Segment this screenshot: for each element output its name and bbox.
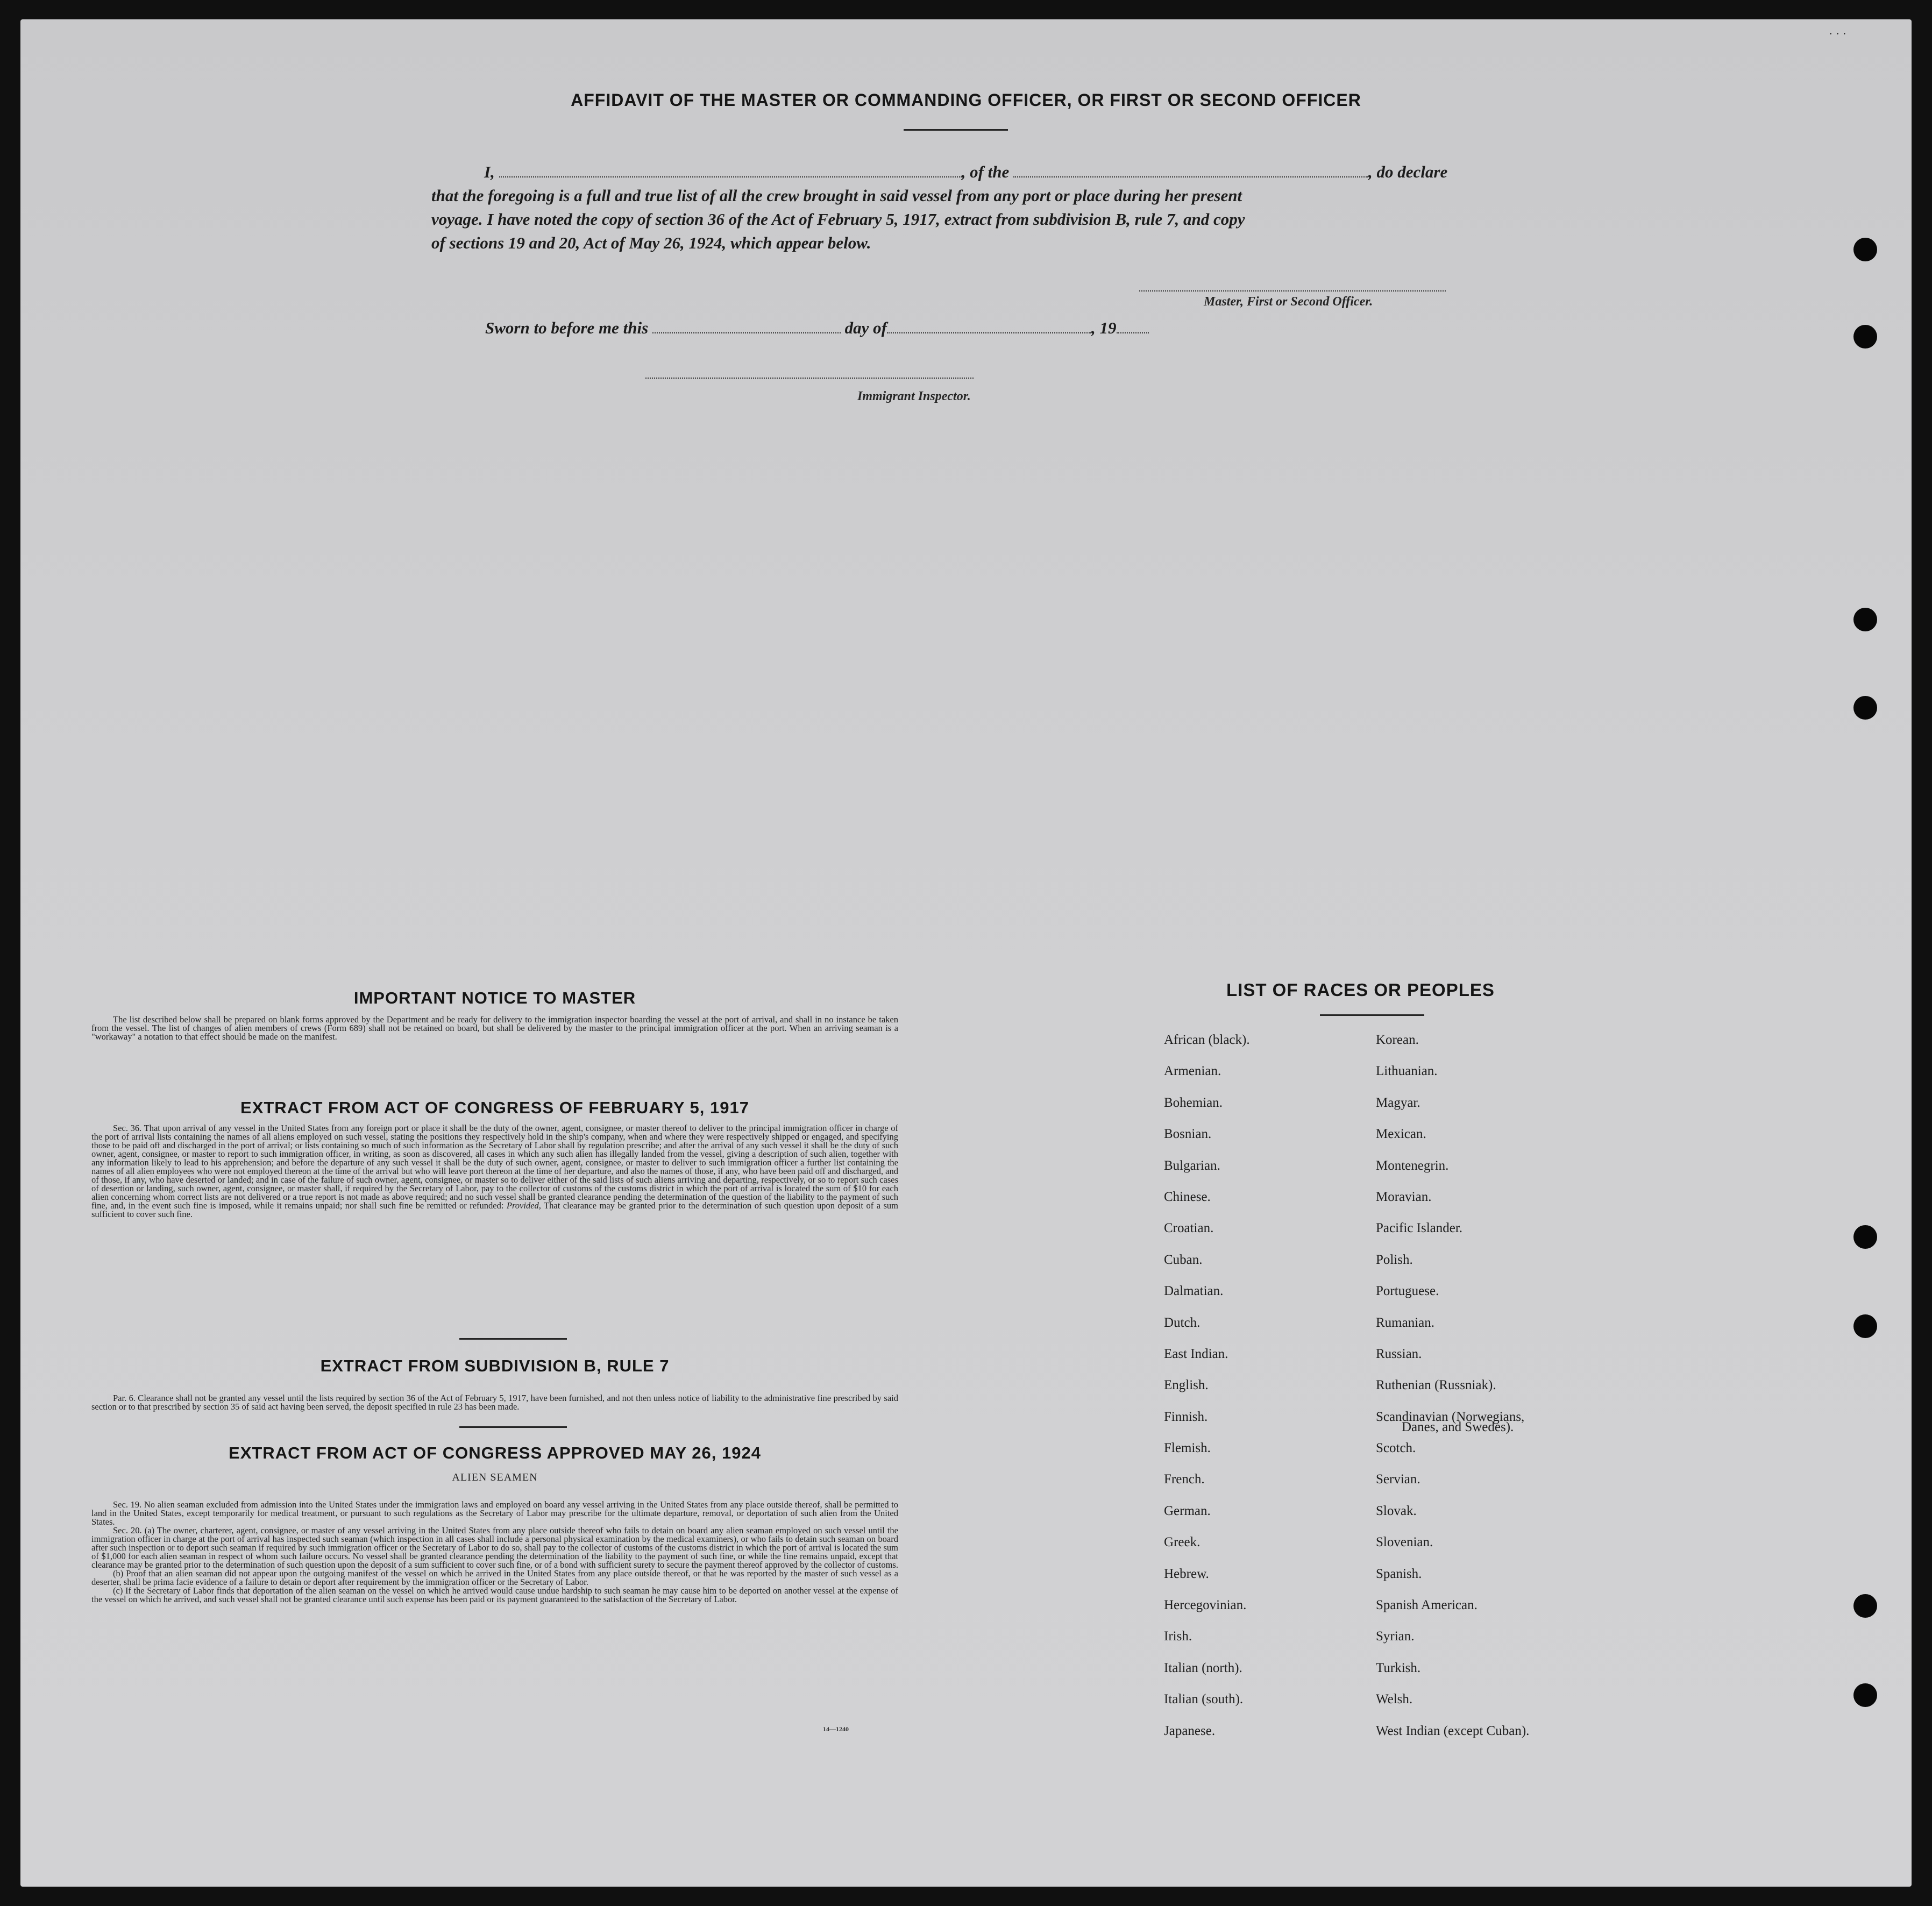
binder-hole <box>1853 608 1877 631</box>
race-item: Bohemian. <box>1164 1095 1223 1110</box>
binder-hole <box>1853 238 1877 261</box>
race-item: Scotch. <box>1376 1441 1416 1456</box>
race-item: Bosnian. <box>1164 1127 1212 1142</box>
race-item: Korean. <box>1376 1033 1419 1047</box>
sec-20a-text: (a) The owner, charterer, agent, consignee, or master of any vessel arriving in the United States from any place outside thereof who fails to detain on board any alien seaman employed on such vessel until the immigration officer in charge at the port of arrival has inspected such seaman (which inspection in all cases shall include a personal physical examination by the medical examiners), or who fails to detain such seaman on board after such inspection or to deport such seaman if required by such immigration officer or the Secretary of Labor to do so, shall pay to the collector of customs of the customs district in which the port of arrival is located the sum of $1,000 for each alien seaman in respect of whom such failure occurs. No vessel shall be granted clearance pending the determination of the liability to the payment of such fine, or while the fine remains unpaid, except that clearance may be granted prior to the determination of such question upon the deposit of a sum sufficient to cover such fine, or of a bond with sufficient surety to secure the payment thereof approved by the collector of customs. <box>91 1525 898 1570</box>
sec-36-label: Sec. 36. <box>113 1123 142 1133</box>
master-signature-line[interactable] <box>1139 290 1446 291</box>
affidavit-line-3: voyage. I have noted the copy of section 36 of the Act of February 5, 1917, extract from subdivision B, rule 7, and copy <box>431 210 1245 229</box>
form-number: 14—1240 <box>823 1725 849 1733</box>
extract-1924-text <box>91 1500 898 1604</box>
binder-hole <box>1853 1594 1877 1618</box>
affidavit-line-2: that the foregoing is a full and true list of all the crew brought in said vessel from any port or place during her present <box>431 186 1242 205</box>
race-item: Dalmatian. <box>1164 1284 1224 1299</box>
race-item: Danes, and Swedes). <box>1402 1420 1514 1434</box>
race-item: Syrian. <box>1376 1629 1415 1644</box>
race-item: Moravian. <box>1376 1189 1432 1204</box>
affidavit-declare-label: , do declare <box>1368 162 1448 181</box>
notice-text <box>91 1015 898 1041</box>
race-item: Irish. <box>1164 1629 1192 1644</box>
declarant-vessel-field[interactable] <box>1013 169 1368 177</box>
binder-hole <box>1853 1314 1877 1338</box>
inspector-signature-line[interactable] <box>645 378 974 379</box>
race-item: Italian (north). <box>1164 1660 1242 1675</box>
race-item: Flemish. <box>1164 1441 1211 1456</box>
sec-19-text: No alien seaman excluded from admission into the United States under the immigration laws and employed on board any vessel arriving in the United States from any place outside thereof, shall be permitted to land in the United States, except temporarily for medical treatment, or pursuant to such regulations as the Secretary of Labor may prescribe for the ultimate departure, removal, or deportation of such alien from the United States. <box>91 1499 899 1527</box>
race-item: Japanese. <box>1164 1723 1216 1738</box>
race-item: Cuban. <box>1164 1252 1203 1267</box>
race-item: Slovenian. <box>1376 1535 1433 1550</box>
alien-seamen-subtitle: ALIEN SEAMEN <box>452 1471 538 1483</box>
races-title: LIST OF RACES OR PEOPLES <box>1226 980 1495 1000</box>
race-item: Montenegrin. <box>1376 1158 1449 1173</box>
binder-hole <box>1853 325 1877 349</box>
sec-20a-paragraph <box>91 1526 898 1569</box>
race-item: Spanish. <box>1376 1566 1422 1581</box>
affidavit-title-rule <box>904 129 1008 131</box>
sec-36-text: That upon arrival of any vessel in the United States from any foreign port or place it shall be the duty of the owner, agent, consignee, or master thereof to deliver to the principal immigration officer in charge of the port of arrival lists containing the names of all aliens employed on such vessel, stating the positions they respectively hold in the ship's company, when and where they were respectively shipped or engaged, and specifying those to be paid off and discharged in the port of arrival; or lists containing so much of such information as the Secretary of Labor shall by regulation prescribe; and after the arrival of any such vessel it shall be the duty of such owner, agent, consignee, or master to report to such immigration officer, in writing, as soon as discovered, all cases in which any such alien has illegally landed from the vessel, giving a description of such alien, together with any information likely to lead to his apprehension; and before the departure of any such vessel it shall be the duty of such owner, agent, consignee, or master to deliver to such immigration officer a further list containing the names of all alien employees who were not employed thereon at the time of the arrival but who will leave port thereon at the time of her departure, and also the names of those, if any, who have been paid off and discharged, and of those, if any, who have deserted or landed; and in case of the failure of such owner, agent, consignee, or master so to deliver either of the said lists of such aliens arriving and departing, respectively, or so to report such cases of desertion or landing, such owner, agent, consignee, or master shall, if required by the Secretary of Labor, pay to the collector of customs of the customs district in which the port of arrival is located the sum of $10 for each alien concerning whom correct lists are not delivered or a true report is not made as above required; and no such vessel shall be granted clearance pending the determination of the question of the liability to the payment of such fine, and, in the event such fine is imposed, while it remains unpaid; nor shall such fine be remitted or refunded: <box>91 1123 898 1211</box>
race-item: Hercegovinian. <box>1164 1598 1247 1613</box>
race-item: Pacific Islander. <box>1376 1221 1463 1236</box>
affidavit-of-the-label: , of the <box>961 162 1010 181</box>
race-item: Slovak. <box>1376 1503 1417 1518</box>
sec-36-paragraph <box>91 1124 898 1219</box>
sworn-label: Sworn to before me this <box>485 318 649 337</box>
sec-20c-paragraph: (c) If the Secretary of Labor finds that deportation of the alien seaman on the vessel on which he arrived would cause undue hardship to such seaman he may cause him to be deported on another vessel at the expense of the vessel on which he arrived, and such vessel shall not be granted clearance until such expense has been paid or its payment guaranteed to the satisfaction of the Secretary of Labor. <box>91 1585 898 1604</box>
race-item: French. <box>1164 1472 1205 1487</box>
sworn-day-of-label: day of <box>844 318 887 337</box>
affidavit-i-label: I, <box>484 162 495 181</box>
race-item: Mexican. <box>1376 1127 1426 1142</box>
sworn-day-field[interactable] <box>652 325 841 333</box>
race-item: Hebrew. <box>1164 1566 1209 1581</box>
races-column-1 <box>1164 1033 1250 1755</box>
race-item: Italian (south). <box>1164 1692 1244 1707</box>
race-item: Portuguese. <box>1376 1284 1439 1299</box>
race-item: Russian. <box>1376 1346 1422 1361</box>
race-item: Spanish American. <box>1376 1598 1478 1613</box>
race-item: African (black). <box>1164 1033 1250 1047</box>
master-caption: Master, First or Second Officer. <box>1204 295 1373 309</box>
par-6-paragraph: Par. 6. Clearance shall not be granted any vessel until the lists required by section 36 of the Act of February 5, 1917, have been furnished, and not then unless notice of liability to the administrative fine prescribed by said section or to that prescribed by section 35 of said act having been served, the deposit specified in rule 23 has been made. <box>91 1393 898 1412</box>
notice-title: IMPORTANT NOTICE TO MASTER <box>353 988 636 1007</box>
race-item: German. <box>1164 1503 1211 1518</box>
proviso-label: Provided, <box>506 1200 541 1211</box>
extract-rule7-text <box>91 1394 898 1411</box>
proviso-text: That clearance may be granted prior to the determination of such question upon deposit of a sum sufficient to cover such fine. <box>91 1200 899 1219</box>
sec-19-label: Sec. 19. <box>113 1499 142 1510</box>
section-divider-1 <box>459 1338 567 1340</box>
extract-rule7-title: EXTRACT FROM SUBDIVISION B, RULE 7 <box>320 1356 670 1375</box>
extract-1917-title: EXTRACT FROM ACT OF CONGRESS OF FEBRUARY 5, 1917 <box>240 1098 749 1117</box>
race-item: English. <box>1164 1378 1209 1393</box>
binder-hole <box>1853 1225 1877 1249</box>
race-item: Finnish. <box>1164 1409 1208 1424</box>
sworn-year-label: , 19 <box>1091 318 1117 337</box>
declarant-name-field[interactable] <box>499 169 962 177</box>
sworn-year-field[interactable] <box>1117 325 1149 333</box>
race-item: Croatian. <box>1164 1221 1214 1236</box>
affidavit-declarant-line <box>484 162 1447 182</box>
races-scandinavian-continuation <box>1402 1420 1514 1451</box>
race-item: Ruthenian (Russniak). <box>1376 1378 1496 1393</box>
race-item: East Indian. <box>1164 1346 1228 1361</box>
binder-hole <box>1853 696 1877 720</box>
races-column-2 <box>1376 1033 1529 1755</box>
race-item: Magyar. <box>1376 1095 1420 1110</box>
race-item: Polish. <box>1376 1252 1413 1267</box>
corner-mark: · · · <box>1829 27 1846 40</box>
race-item: Chinese. <box>1164 1189 1211 1204</box>
section-divider-2 <box>459 1426 567 1428</box>
notice-paragraph: The list described below shall be prepared on blank forms approved by the Department and be ready for delivery to the immigration inspector boarding the vessel at the port of arrival, and shall in no instance be taken from the vessel. The list of changes of alien members of crews (Form 689) shall not be retained on board, but shall be delivered by the master to the principal immigration officer at the port. When an arriving seaman is a "workaway" a notation to that effect should be made on the manifest. <box>91 1014 898 1042</box>
race-item: Bulgarian. <box>1164 1158 1220 1173</box>
race-item: Greek. <box>1164 1535 1201 1550</box>
inspector-caption: Immigrant Inspector. <box>857 389 971 403</box>
extract-1924-title: EXTRACT FROM ACT OF CONGRESS APPROVED MAY 26, 1924 <box>229 1443 761 1462</box>
sec-20-label: Sec. 20. <box>113 1525 142 1535</box>
sec-20b-paragraph: (b) Proof that an alien seaman did not appear upon the outgoing manifest of the vessel on which he arrived in the United States from any place outside thereof, or that he was reported by the master of such vessel as a deserter, shall be prima facie evidence of a failure to detain or deport after requirement by the immigration officer or the Secretary of Labor. <box>91 1568 898 1587</box>
race-item: Scandinavian (Norwegians, <box>1376 1409 1525 1424</box>
sec-19-paragraph <box>91 1500 898 1526</box>
affidavit-line-4: of sections 19 and 20, Act of May 26, 1924, which appear below. <box>431 233 871 252</box>
sworn-month-field[interactable] <box>887 325 1091 333</box>
race-item: Dutch. <box>1164 1315 1201 1330</box>
sworn-line <box>485 318 1149 338</box>
race-item: Lithuanian. <box>1376 1064 1438 1079</box>
race-item: Servian. <box>1376 1472 1420 1487</box>
race-item: Rumanian. <box>1376 1315 1435 1330</box>
race-item: Armenian. <box>1164 1064 1221 1079</box>
document-page <box>20 19 1912 1887</box>
race-item: Welsh. <box>1376 1692 1413 1707</box>
affidavit-title: AFFIDAVIT OF THE MASTER OR COMMANDING OFFICER, OR FIRST OR SECOND OFFICER <box>571 90 1361 110</box>
race-item: West Indian (except Cuban). <box>1376 1723 1530 1738</box>
race-item: Turkish. <box>1376 1660 1421 1675</box>
races-title-rule <box>1320 1014 1424 1016</box>
binder-hole <box>1853 1683 1877 1707</box>
extract-1917-text <box>91 1124 898 1219</box>
